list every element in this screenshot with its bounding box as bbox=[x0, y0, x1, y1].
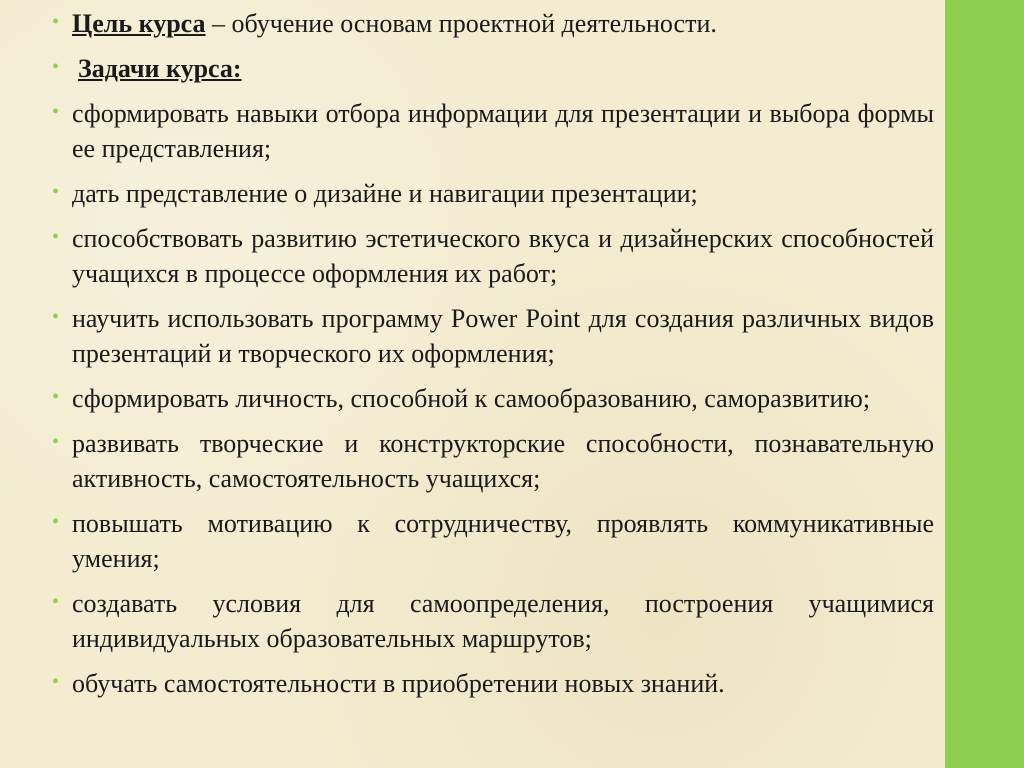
task-item bbox=[52, 176, 934, 211]
bullet-icon: • bbox=[52, 56, 60, 78]
task-item bbox=[52, 506, 934, 576]
task-text: повышать мотивацию к сотрудничеству, проявлять коммуникативные умения; bbox=[72, 509, 934, 573]
bullet-icon: • bbox=[52, 11, 60, 33]
task-text: развивать творческие и конструкторские способности, познавательную активность, самостоятельность учащихся; bbox=[72, 429, 934, 493]
task-item bbox=[52, 381, 934, 416]
task-text: дать представление о дизайне и навигации презентации; bbox=[72, 179, 698, 208]
task-item bbox=[52, 221, 934, 291]
bullet-icon: • bbox=[52, 226, 60, 248]
bullet-icon: • bbox=[52, 671, 60, 693]
task-text: сформировать личность, способной к самообразованию, саморазвитию; bbox=[72, 384, 871, 413]
task-item bbox=[52, 426, 934, 496]
goal-text: – обучение основам проектной деятельности. bbox=[205, 9, 717, 38]
tasks-heading: Задачи курса: bbox=[78, 54, 242, 83]
task-text: способствовать развитию эстетического вкуса и дизайнерских способностей учащихся в процессе оформления их работ; bbox=[72, 224, 934, 288]
task-text: обучать самостоятельности в приобретении новых знаний. bbox=[72, 669, 725, 698]
goal-item bbox=[52, 6, 934, 41]
task-item bbox=[52, 96, 934, 166]
slide-content bbox=[52, 6, 934, 711]
goal-label: Цель курса bbox=[72, 9, 206, 38]
bullet-icon: • bbox=[52, 431, 60, 453]
bullet-icon: • bbox=[52, 386, 60, 408]
bullet-icon: • bbox=[52, 591, 60, 613]
bullet-icon: • bbox=[52, 511, 60, 533]
task-text: сформировать навыки отбора информации для презентации и выбора формы ее представления; bbox=[72, 99, 934, 163]
task-item bbox=[52, 666, 934, 701]
bullet-icon: • bbox=[52, 306, 60, 328]
tasks-heading-item bbox=[52, 51, 934, 86]
bullet-icon: • bbox=[52, 101, 60, 123]
task-item bbox=[52, 586, 934, 656]
task-text: научить использовать программу Power Point для создания различных видов презентаций и творческого их оформления; bbox=[72, 304, 934, 368]
task-item bbox=[52, 301, 934, 371]
bullet-icon: • bbox=[52, 181, 60, 203]
accent-bar bbox=[945, 0, 1024, 768]
task-text: создавать условия для самоопределения, построения учащимися индивидуальных образовательных маршрутов; bbox=[72, 589, 934, 653]
